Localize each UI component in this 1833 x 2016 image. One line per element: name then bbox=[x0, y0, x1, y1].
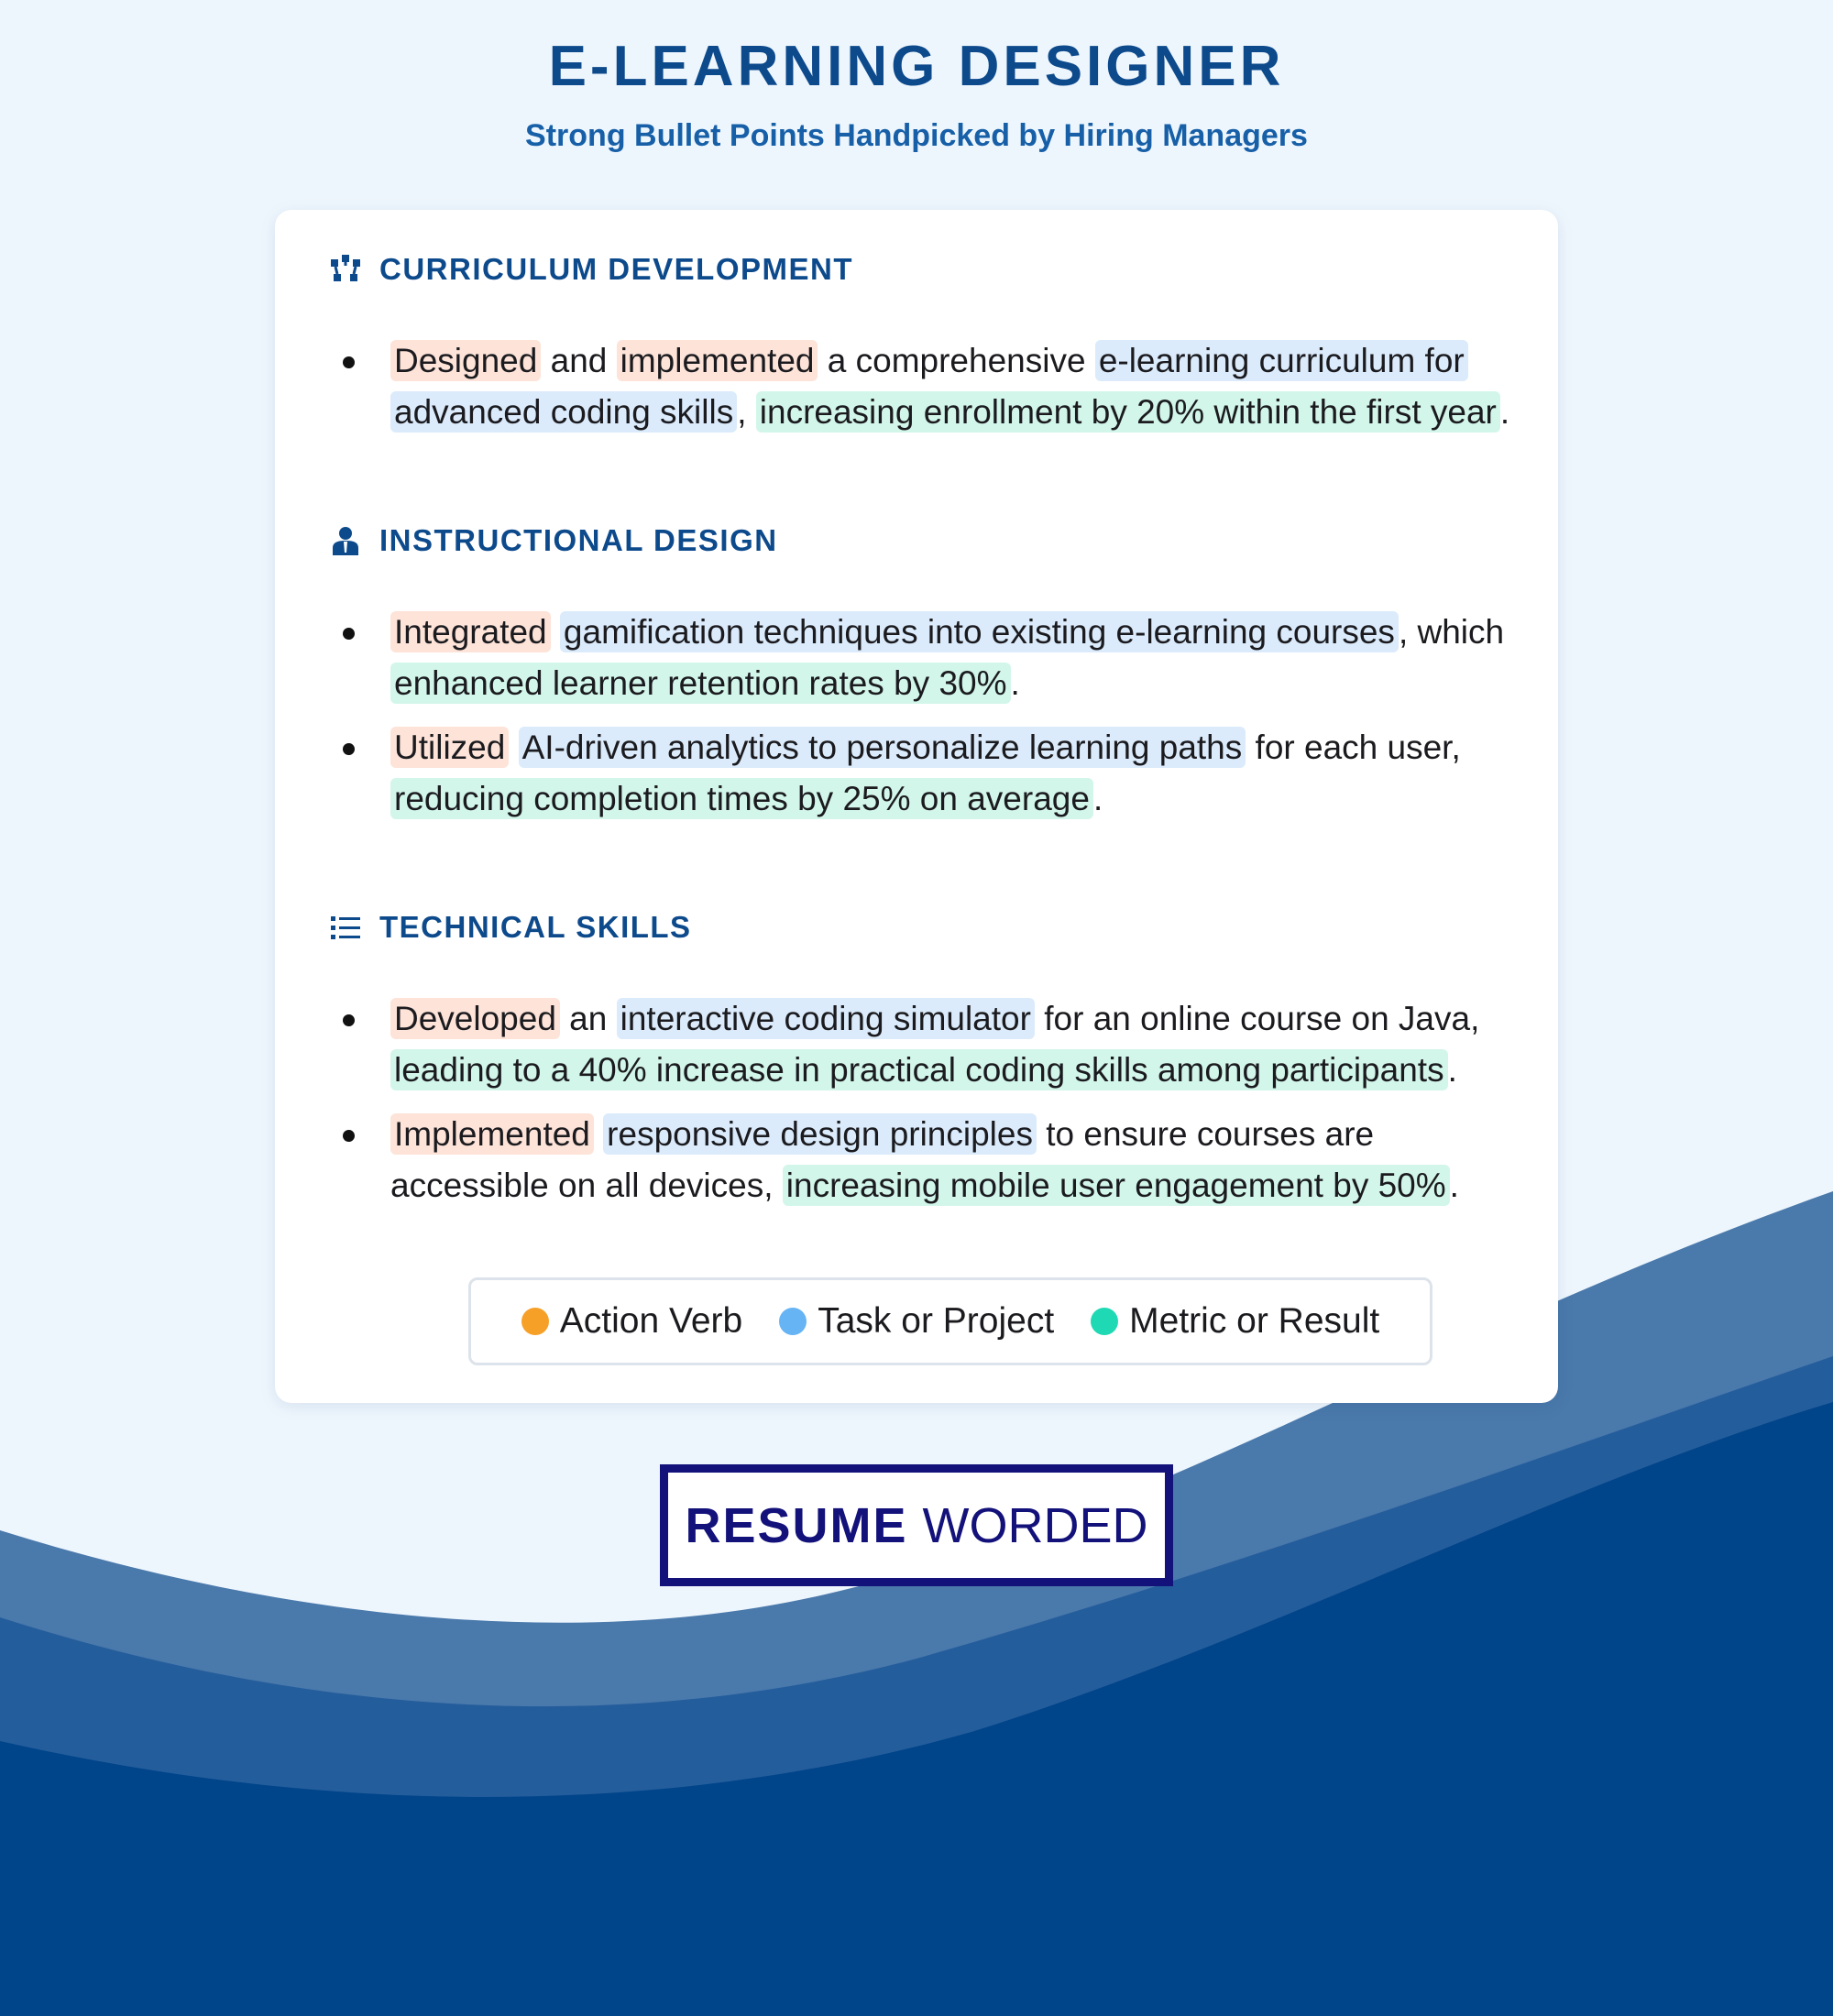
bullet-list bbox=[330, 993, 1531, 1211]
bullet-segment-metric: leading to a 40% increase in practical coding skills among participants bbox=[390, 1049, 1448, 1090]
bullet-segment-metric: increasing mobile user engagement by 50% bbox=[783, 1165, 1450, 1206]
page-subtitle: Strong Bullet Points Handpicked by Hiring Managers bbox=[525, 118, 1308, 153]
bullet-item bbox=[330, 993, 1531, 1096]
bullet-segment-text: to ensure courses are accessible on all devices, bbox=[390, 1115, 1375, 1204]
bullet-segment-text: . bbox=[1449, 1167, 1459, 1204]
bullet-segment-text: and bbox=[541, 342, 617, 379]
legend-dot bbox=[1091, 1308, 1118, 1335]
bullet-segment-text: , bbox=[737, 393, 756, 431]
legend-item-metric-or-result bbox=[1091, 1301, 1379, 1342]
bullet-segment-text: . bbox=[1092, 780, 1103, 817]
legend bbox=[468, 1277, 1432, 1365]
section-instructional-design bbox=[330, 518, 1531, 825]
bullet-segment-text: . bbox=[1447, 1051, 1457, 1089]
bullet-segment-metric: enhanced learner retention rates by 30% bbox=[390, 663, 1011, 704]
section-header bbox=[330, 247, 1531, 292]
bullet-segment-task: interactive coding simulator bbox=[617, 998, 1035, 1039]
bullet-item bbox=[330, 722, 1531, 825]
resume-worded-logo bbox=[660, 1464, 1173, 1586]
bullet-segment-text: for an online course on Java, bbox=[1034, 1000, 1480, 1037]
section-title: TECHNICAL SKILLS bbox=[379, 910, 692, 944]
legend-item-action-verb bbox=[521, 1301, 742, 1342]
section-curriculum-development bbox=[330, 247, 1531, 438]
bullet-segment-action-verb: implemented bbox=[617, 340, 818, 381]
list-icon bbox=[330, 912, 361, 943]
legend-label: Action Verb bbox=[559, 1301, 743, 1341]
section-header bbox=[330, 518, 1531, 564]
bullet-segment-action-verb: Implemented bbox=[390, 1113, 594, 1155]
bullet-segment-task: gamification techniques into existing e-learning courses bbox=[560, 611, 1399, 652]
bullet-segment-text: . bbox=[1499, 393, 1510, 431]
user-icon bbox=[330, 525, 361, 556]
bullet-segment-text: an bbox=[559, 1000, 617, 1037]
bullet-item bbox=[330, 1109, 1531, 1211]
bullet-item bbox=[330, 335, 1531, 438]
bullet-list bbox=[330, 607, 1531, 825]
page-title: E-LEARNING DESIGNER bbox=[548, 35, 1285, 98]
bullet-segment-text: , which bbox=[1398, 613, 1505, 651]
bullet-segment-task: AI-driven analytics to personalize learning paths bbox=[519, 727, 1246, 768]
bullet-segment-action-verb: Integrated bbox=[390, 611, 551, 652]
bullet-segment-action-verb: Designed bbox=[390, 340, 541, 381]
section-technical-skills bbox=[330, 904, 1531, 1211]
section-title: CURRICULUM DEVELOPMENT bbox=[379, 252, 853, 286]
bullet-points-card bbox=[275, 210, 1558, 1403]
legend-label: Task or Project bbox=[818, 1301, 1055, 1341]
bullet-segment-text bbox=[509, 729, 518, 766]
bullet-segment-task: e-learning curriculum for advanced coding skills bbox=[390, 340, 1468, 433]
page-header bbox=[0, 31, 1833, 156]
legend-item-task-or-project bbox=[779, 1301, 1054, 1342]
bullet-segment-text bbox=[551, 613, 560, 651]
bullet-segment-task: responsive design principles bbox=[603, 1113, 1037, 1155]
curriculum-icon bbox=[330, 254, 361, 285]
bullet-segment-text: for each user, bbox=[1246, 729, 1461, 766]
section-header bbox=[330, 904, 1531, 950]
bullet-segment-metric: reducing completion times by 25% on average bbox=[390, 778, 1093, 819]
brand-name-bold: RESUME bbox=[685, 1497, 908, 1553]
bullet-segment-action-verb: Developed bbox=[390, 998, 560, 1039]
bullet-segment-text: . bbox=[1010, 664, 1020, 702]
bullet-segment-text bbox=[594, 1115, 603, 1153]
legend-dot bbox=[521, 1308, 549, 1335]
bullet-segment-text: a comprehensive bbox=[818, 342, 1095, 379]
bullet-item bbox=[330, 607, 1531, 709]
legend-label: Metric or Result bbox=[1129, 1301, 1380, 1341]
bullet-list bbox=[330, 335, 1531, 438]
bullet-segment-action-verb: Utilized bbox=[390, 727, 509, 768]
section-title: INSTRUCTIONAL DESIGN bbox=[379, 523, 778, 557]
brand-name-light: WORDED bbox=[922, 1497, 1148, 1553]
legend-dot bbox=[779, 1308, 807, 1335]
bullet-segment-metric: increasing enrollment by 20% within the first year bbox=[756, 391, 1500, 433]
